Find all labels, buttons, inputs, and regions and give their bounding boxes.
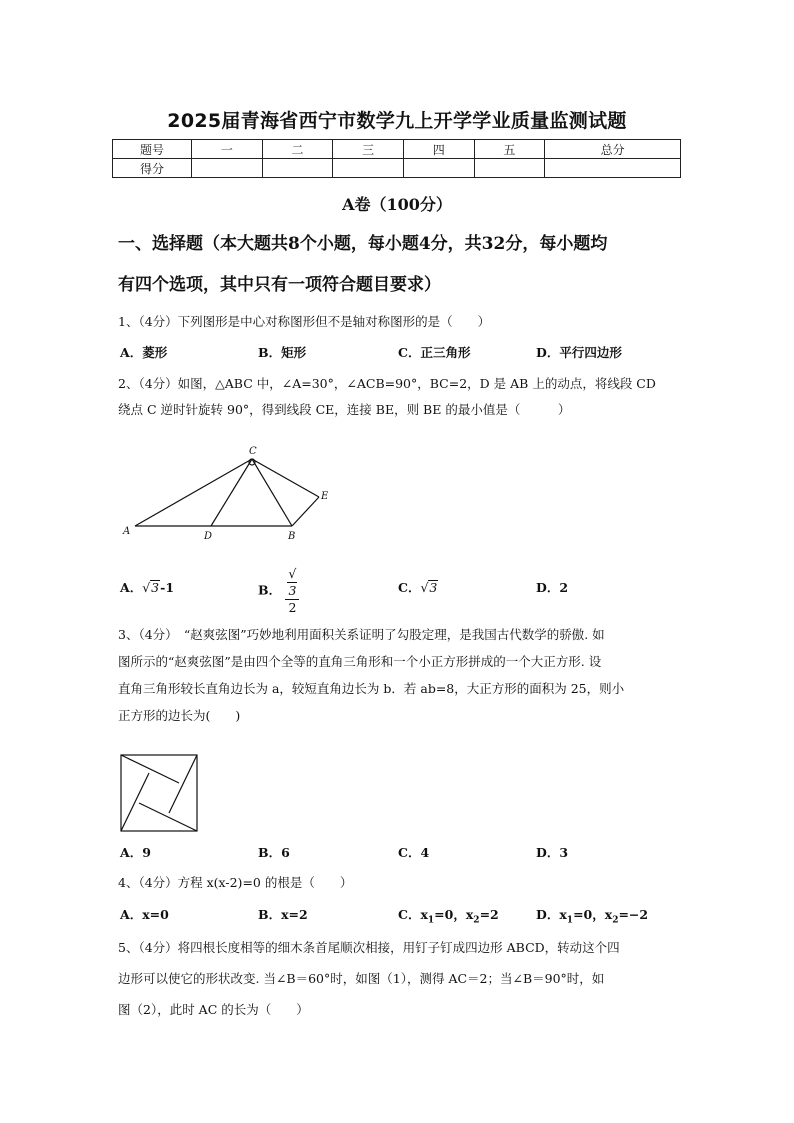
q1-option-d[interactable]: D．平行四边形 <box>536 345 622 360</box>
table-row <box>113 159 681 178</box>
q3-stem-line: 图所示的“赵爽弦图”是由四个全等的直角三角形和一个小正方形拼成的一个大正方形. 设 <box>118 654 602 669</box>
part1-heading-line: 有四个选项，其中只有一项符合题目要求） <box>118 275 441 295</box>
large-square <box>121 755 197 831</box>
question-2-stem <box>118 371 683 423</box>
subscript: 2 <box>473 915 480 926</box>
question-5-stem <box>118 932 683 1025</box>
q4-option-b[interactable]: B．x=2 <box>258 907 308 922</box>
segment-ac <box>135 459 252 526</box>
score-input-cell[interactable] <box>474 159 545 178</box>
score-input-cell[interactable] <box>192 159 263 178</box>
q4-option-d-mid: =0，x <box>573 907 613 922</box>
q4-option-c-mid: =0，x <box>434 907 474 922</box>
question-4-stem: 4、（4分）方程 x(x-2)=0 的根是（ ） <box>118 875 353 890</box>
score-input-cell[interactable] <box>262 159 333 178</box>
q5-stem-line: 图（2），此时 AC 的长为（ ） <box>118 1002 309 1017</box>
score-input-cell[interactable] <box>403 159 474 178</box>
q2-option-a-suffix: -1 <box>160 580 175 595</box>
label-e: E <box>321 491 329 502</box>
label-d: D <box>204 531 213 542</box>
table-row <box>113 140 681 159</box>
q4-option-d[interactable] <box>536 905 648 926</box>
q2-option-a-radicand: 3 <box>151 580 160 595</box>
segment-cb <box>252 459 292 526</box>
q4-option-c-end: =2 <box>479 907 499 922</box>
subscript: 1 <box>566 915 574 926</box>
table-cell: 二 <box>262 140 333 159</box>
zhao-shuang-diagram <box>119 753 199 833</box>
q2-option-b[interactable] <box>258 566 299 616</box>
q3-stem-line: 正方形的边长为( ) <box>118 708 241 723</box>
score-table <box>112 139 681 178</box>
q2-option-c[interactable]: C．√3 <box>398 580 438 595</box>
score-input-cell[interactable] <box>333 159 404 178</box>
q4-option-c-prefix: C．x <box>398 907 428 922</box>
q3-option-a[interactable]: A．9 <box>120 845 151 860</box>
q1-option-c[interactable]: C．正三角形 <box>398 345 471 360</box>
table-cell: 四 <box>403 140 474 159</box>
q3-stem-line: 3、（4分） “赵爽弦图”巧妙地利用面积关系证明了勾股定理，是我国古代数学的骄傲. 如 <box>118 627 605 642</box>
diagram-line <box>121 755 179 783</box>
q2-option-c-prefix: C． <box>398 580 421 595</box>
question-3-stem <box>118 621 683 729</box>
q1-option-a[interactable]: A．菱形 <box>120 345 168 360</box>
label-c: C <box>249 446 257 457</box>
q1-option-b[interactable]: B．矩形 <box>258 345 307 360</box>
table-cell: 得分 <box>113 159 192 178</box>
q2-option-b-radicand: 3 <box>288 583 297 598</box>
table-cell: 总分 <box>545 140 681 159</box>
label-b: B <box>288 531 296 542</box>
diagram-line <box>169 755 197 813</box>
q2-option-a-prefix: A． <box>120 580 143 595</box>
q3-option-c[interactable]: C．4 <box>398 845 430 860</box>
q3-option-b[interactable]: B．6 <box>258 845 290 860</box>
q3-stem-line: 直角三角形较长直角边长为 a，较短直角边长为 b．若 ab=8，大正方形的面积为 25，则小 <box>118 681 625 696</box>
diagram-line <box>139 803 197 831</box>
subscript: 1 <box>427 915 435 926</box>
diagram-line <box>121 773 149 831</box>
segment-cd <box>211 459 252 526</box>
part1-heading <box>118 224 688 306</box>
q3-option-d[interactable]: D．3 <box>536 845 569 860</box>
q2-stem-line: 2、（4分）如图，△ABC 中，∠A=30°，∠ACB=90°，BC=2，D 是 AB 上的动点，将线段 CD <box>118 376 656 391</box>
q4-option-a[interactable]: A．x=0 <box>120 907 169 922</box>
subscript: 2 <box>612 915 619 926</box>
q5-stem-line: 5、（4分）将四根长度相等的细木条首尾顺次相接，用钉子钉成四边形 ABCD，转动这个四 <box>118 940 620 955</box>
part1-heading-line: 一、选择题（本大题共8个小题，每小题4分，共32分，每小题均 <box>118 234 608 254</box>
q4-option-d-end: =−2 <box>618 907 649 922</box>
q2-option-d[interactable]: D．2 <box>536 580 569 595</box>
table-cell: 一 <box>192 140 263 159</box>
q2-stem-line: 绕点 C 逆时针旋转 90°，得到线段 CE，连接 BE，则 BE 的最小值是（ ） <box>118 402 571 417</box>
q4-option-c[interactable] <box>398 905 499 926</box>
segment-be <box>292 497 319 526</box>
q2-triangle-figure <box>118 440 338 545</box>
fraction: √ 3 2 <box>285 566 299 616</box>
segment-ce <box>252 459 319 497</box>
q2-option-c-radicand: 3 <box>429 580 438 595</box>
table-cell: 五 <box>474 140 545 159</box>
q4-option-d-prefix: D．x <box>536 907 567 922</box>
q2-option-b-prefix: B． <box>258 582 282 598</box>
q2-option-a[interactable]: A．√3-1 <box>120 580 175 595</box>
score-input-cell[interactable] <box>545 159 681 178</box>
table-cell: 三 <box>333 140 404 159</box>
question-1-stem: 1、（4分）下列图形是中心对称图形但不是轴对称图形的是（ ） <box>118 314 491 329</box>
q5-stem-line: 边形可以使它的形状改变. 当∠B＝60°时，如图（1），测得 AC＝2；当∠B＝90°时，如 <box>118 971 605 986</box>
label-a: A <box>123 526 131 537</box>
page-title: 2025届青海省西宁市数学九上开学学业质量监测试题 <box>167 110 627 132</box>
table-cell: 题号 <box>113 140 192 159</box>
q2-option-b-denominator: 2 <box>288 600 297 615</box>
section-a-heading: A卷（100分） <box>342 195 452 214</box>
